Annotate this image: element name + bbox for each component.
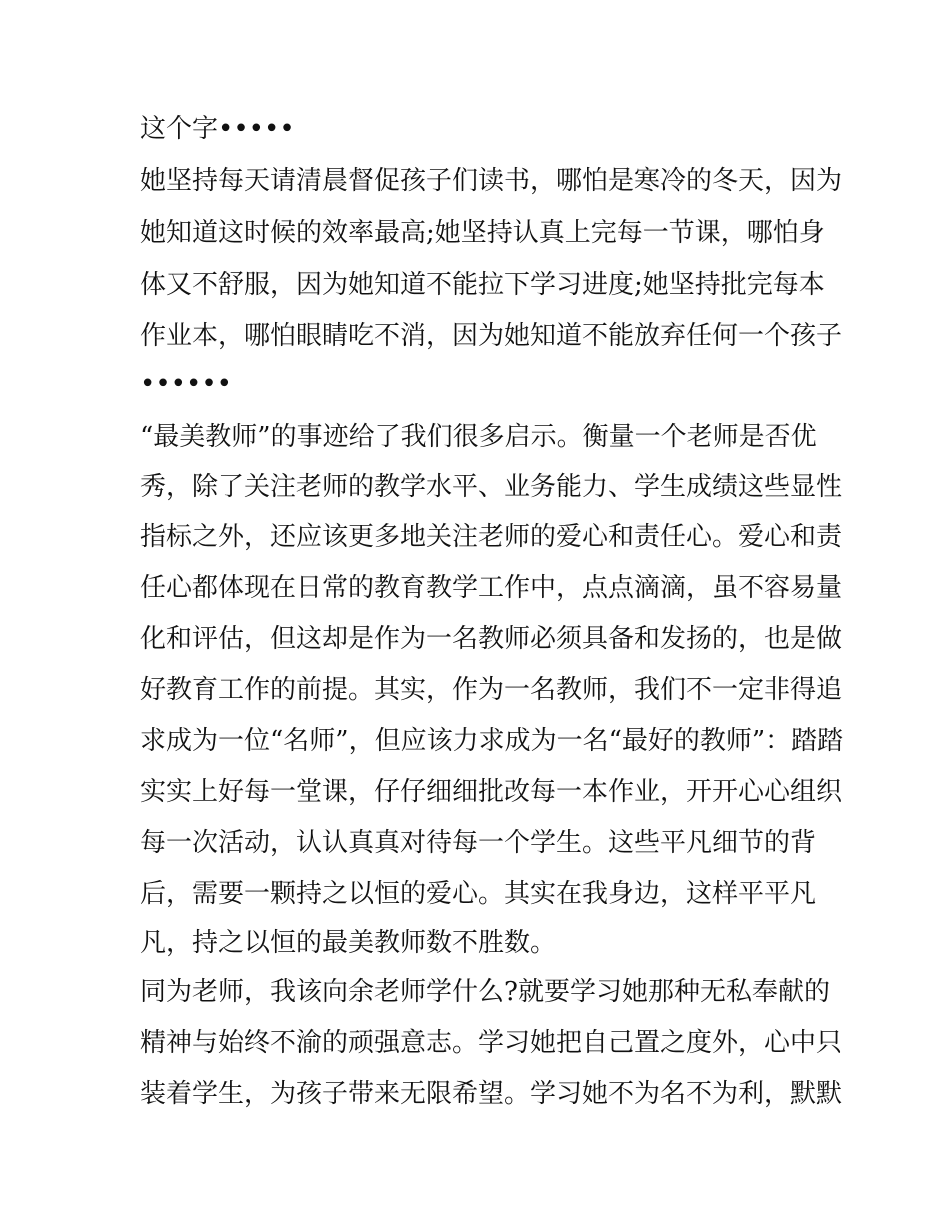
text-line: 好教育工作的前提。其实，作为一名教师，我们不一定非得追 (140, 675, 843, 705)
text-line: 凡，持之以恒的最美教师数不胜数。 (140, 928, 557, 958)
text-line: 作业本，哪怕眼睛吃不消，因为她知道不能放弃任何一个孩子 (140, 321, 843, 351)
text-line: 任心都体现在日常的教育教学工作中，点点滴滴，虽不容易量 (140, 573, 843, 603)
text-line: 她坚持每天请清晨督促孩子们读书，哪怕是寒冷的冬天，因为 (140, 166, 843, 196)
text-line: 精神与始终不渝的顽强意志。学习她把自己置之度外，心中只 (140, 1028, 843, 1058)
text-line: 后，需要一颗持之以恒的爱心。其实在我身边，这样平平凡 (140, 879, 817, 909)
text-line: 每一次活动，认认真真对待每一个学生。这些平凡细节的背 (140, 828, 817, 858)
text-line: 体又不舒服，因为她知道不能拉下学习进度;她坚持批完每本 (140, 270, 825, 300)
text-line: 指标之外，还应该更多地关注老师的爱心和责任心。爱心和责 (140, 522, 843, 552)
text-line: •••••• (140, 369, 233, 399)
text-line: 化和评估，但这却是作为一名教师必须具备和发扬的，也是做 (140, 624, 843, 654)
text-line: 求成为一位“名师”，但应该力求成为一名“最好的教师”：踏踏 (140, 726, 844, 756)
text-line: 实实上好每一堂课，仔仔细细批改每一本作业，开开心心组织 (140, 777, 843, 807)
text-line: 秀，除了关注老师的教学水平、业务能力、学生成绩这些显性 (140, 472, 843, 502)
text-line: 同为老师，我该向余老师学什么?就要学习她那种无私奉献的 (140, 977, 830, 1007)
text-line: 装着学生，为孩子带来无限希望。学习她不为名不为利，默默 (140, 1079, 843, 1109)
text-line: 这个字••••• (140, 114, 295, 144)
text-line: “最美教师”的事迹给了我们很多启示。衡量一个老师是否优 (140, 422, 817, 452)
text-line: 她知道这时候的效率最高;她坚持认真上完每一节课，哪怕身 (140, 218, 825, 248)
